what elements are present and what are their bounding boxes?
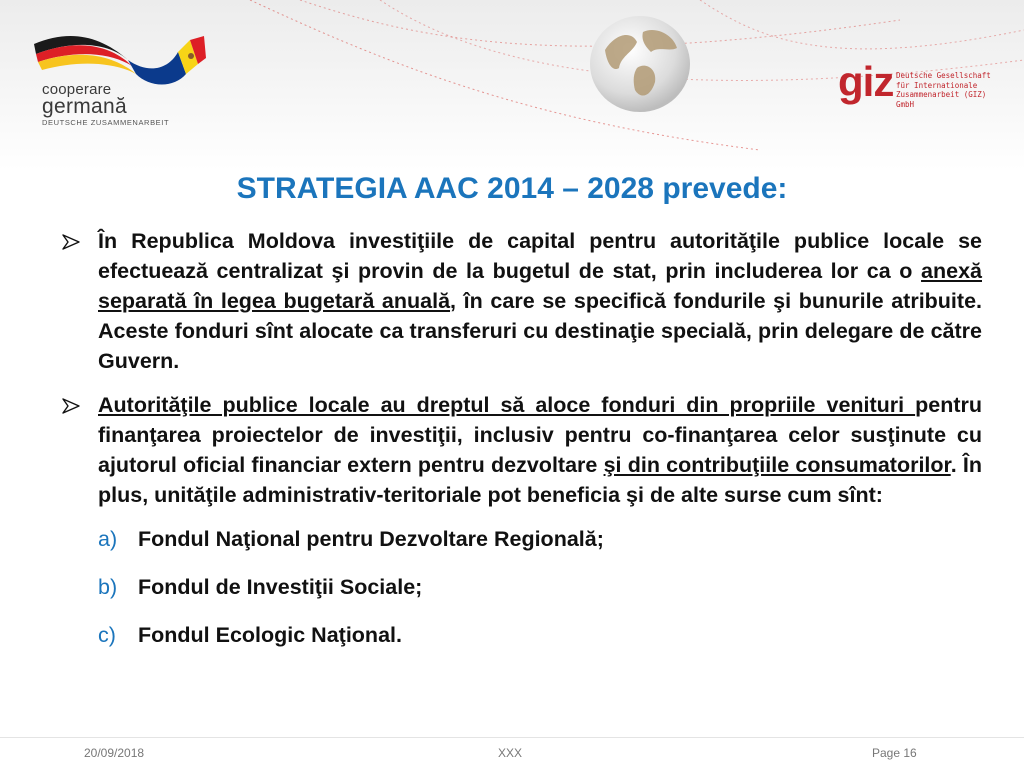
- logo-line-1: cooperare: [42, 81, 112, 98]
- footer-center-text: XXX: [498, 746, 523, 760]
- bullet-text-part: pentru finanţarea proiectelor de investiţii, inclusiv pentru co-finanţarea celor susţinute cu ajutorul oficial financiar extern pentru dezvoltare: [98, 393, 982, 477]
- sub-item-text: Fondul Ecologic Naţional.: [138, 623, 402, 647]
- bullet-text-part: , în care se specifică fondurile şi bunurile atribuite. Aceste fonduri sînt alocate ca transferuri cu destinaţie specială, prin delegare de către Guvern.: [98, 289, 982, 373]
- logo-line-2: germană: [42, 95, 127, 118]
- bullet-text-part: În Republica Moldova investiţiile de capital pentru autorităţile publice locale se efectuează centralizat şi provin de la bugetul de stat, prin includerea lor ca o: [98, 229, 982, 283]
- giz-mark: giz: [838, 58, 894, 105]
- bullet-item: [62, 390, 982, 510]
- bullet-text: [98, 390, 982, 510]
- arrow-bullet-icon: [62, 234, 80, 250]
- giz-line-1: Deutsche Gesellschaft: [896, 71, 991, 80]
- sub-item-letter: b): [98, 575, 118, 599]
- bullet-text-underlined: şi din contribuţiile consumatorilor: [603, 453, 951, 477]
- sub-item-c: [98, 620, 982, 650]
- bullet-text-underlined: Autorităţile publice locale au dreptul să aloce fonduri din propriile venituri: [98, 393, 916, 417]
- bullet-item: [62, 226, 982, 376]
- flag-ribbon-icon: [28, 30, 208, 86]
- footer-page-number: Page 16: [872, 746, 917, 760]
- giz-logo: [838, 58, 1008, 112]
- sub-item-b: [98, 572, 982, 602]
- slide-title: STRATEGIA AAC 2014 – 2028 prevede:: [236, 172, 788, 205]
- slide-footer: [0, 737, 1024, 769]
- logo-line-3: DEUTSCHE ZUSAMMENARBEIT: [42, 118, 170, 127]
- bullet-text-part: . În plus, unităţile administrativ-teritoriale pot beneficia şi de alte surse cum sînt:: [98, 453, 982, 507]
- sub-item-a: [98, 524, 982, 554]
- sub-item-letter: a): [98, 527, 118, 551]
- footer-date: 20/09/2018: [84, 746, 145, 760]
- globe-icon: [585, 12, 695, 116]
- bullet-text: [98, 226, 982, 376]
- giz-line-3: Zusammenarbeit (GIZ) GmbH: [896, 90, 987, 109]
- slide-content: [62, 226, 982, 668]
- giz-line-2: für Internationale: [896, 80, 978, 90]
- arrow-bullet-icon: [62, 398, 80, 414]
- sub-item-text: Fondul de Investiţii Sociale;: [138, 575, 423, 599]
- cooperare-germana-logo: [28, 30, 208, 130]
- bullet-text-underlined: anexă separată în legea bugetară anuală: [98, 259, 982, 313]
- sub-item-letter: c): [98, 623, 116, 647]
- sub-item-text: Fondul Naţional pentru Dezvoltare Regională;: [138, 527, 604, 551]
